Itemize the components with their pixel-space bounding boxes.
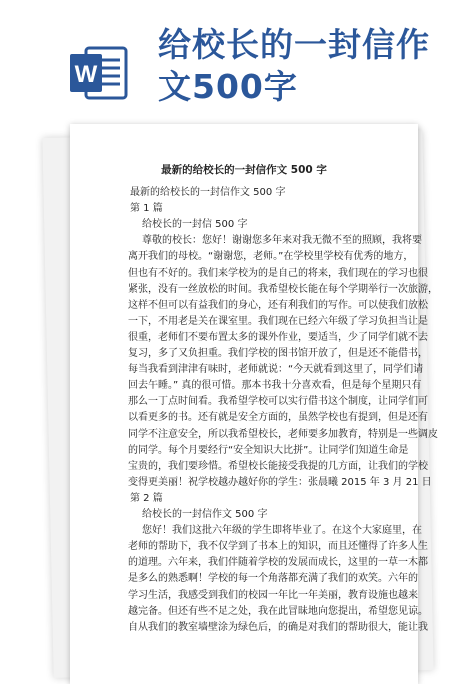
banner — [0, 0, 474, 118]
document-line: 离开我们的母校。“谢谢您，老师。”在学校里学校有优秀的地方， — [128, 251, 414, 263]
document-line: 这样不但可以有益我们的身心，还有利我们的写作。可以使我们放松 — [128, 299, 428, 311]
document-line: 但也有不好的。我们来学校为的是自己的将来，我们现在的学习也很 — [128, 267, 428, 279]
document-line: 越完备。但还有些不足之处，我在此冒昧地向您提出，希望您见谅。 — [128, 605, 428, 617]
document-line: 每当我看到津津有味时，老师就说：“今天就看到这里了，同学们请 — [128, 364, 424, 376]
document-line: 变得更美丽！祝学校越办越好你的学生：张晨曦 2015 年 3 月 21 日 — [128, 476, 432, 488]
document-line: 学习生活，我感受到我们的校园一年比一年美丽，教育设施也越来 — [128, 589, 418, 601]
document-line: 的道理。六年来，我们伴随着学校的发展而成长，这里的一草一木都 — [128, 557, 428, 569]
document-line: 第 1 篇 — [130, 203, 163, 215]
banner-title-line2: 文500字 — [158, 67, 298, 106]
document-line: 给校长的一封信 500 字 — [142, 219, 248, 231]
document-line: 以看更多的书。还有就是安全方面的，虽然学校也有提到，但是还有 — [128, 412, 428, 424]
banner-title — [158, 24, 458, 108]
document-line: 一下，不用老是关在课室里。我们现在已经六年级了学习负担当让是 — [128, 315, 428, 327]
document-line: 自从我们的教室墙壁涂为绿色后，的确是对我们的帮助很大，能让我 — [128, 621, 428, 633]
document-line: 紧张，没有一丝放松的时间。我希望校长能在每个学期举行一次旅游， — [128, 283, 438, 295]
document-title: 最新的给校长的一封信作文 500 字 — [161, 164, 327, 176]
document-line: 很重，老师们不要布置太多的课外作业，要适当，少了同学们就不去 — [128, 331, 428, 343]
document-line: 第 2 篇 — [130, 492, 163, 504]
document-line: 是多么的熟悉啊！学校的每一个角落都充满了我们的欢笑。六年的 — [128, 573, 418, 585]
document-line: 您好！我们这批六年级的学生即将毕业了。在这个大家庭里，在 — [142, 525, 422, 537]
document-line: 尊敬的校长：您好！谢谢您多年来对我无微不至的照顾，我将要 — [142, 235, 422, 247]
document-line: 那么一丁点时间看。我希望学校可以实行借书这个制度，让同学们可 — [128, 396, 428, 408]
document-line: 复习，多了又负担重。我们学校的图书馆开放了，但是还不能借书， — [128, 348, 428, 359]
document-line: 同学不注意安全，所以我希望校长，老师要多加教育，特别是一些调皮 — [128, 428, 438, 440]
document-line: 给校长的一封信作文 500 字 — [142, 509, 268, 520]
document-line: 回去午睡。” 真的很可惜。那本书我十分喜欢看，但是每个星期只有 — [128, 380, 422, 392]
document-line: 最新的给校长的一封信作文 500 字 — [130, 187, 286, 198]
document-line: 老师的帮助下，我不仅学到了书本上的知识，而且还懂得了许多人生 — [128, 541, 428, 553]
banner-title-line1: 给校长的一封信作 — [158, 25, 430, 64]
document-line: 宝贵的，我们要珍惜。希望校长能接受我提的几方面，让我们的学校 — [128, 460, 428, 472]
word-logo-letter: W — [74, 61, 98, 88]
word-icon — [68, 42, 130, 104]
document-line: 的同学。每个月要经行“安全知识大比拼”。让同学们知道生命是 — [128, 444, 409, 456]
